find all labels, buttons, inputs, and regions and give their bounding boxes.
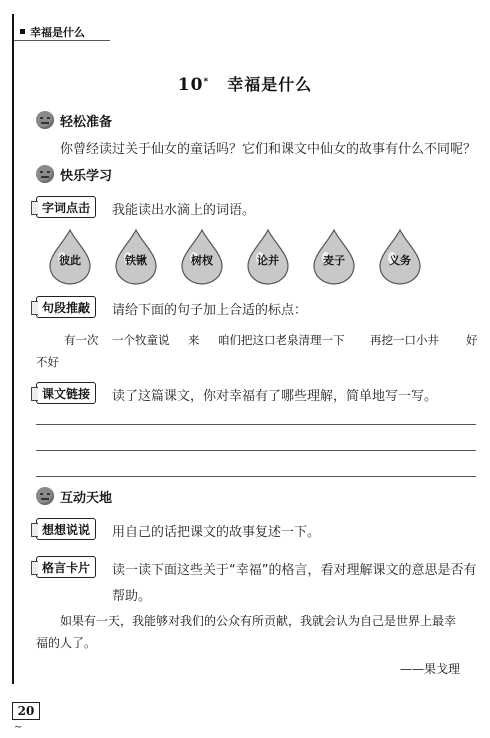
smiley-icon (36, 111, 54, 129)
tag-words: 字词点击 (36, 196, 96, 218)
page-number: 20 (12, 702, 40, 720)
section-learn (36, 164, 112, 184)
sentence-part: 一个牧童说 (112, 333, 170, 347)
quote-line2: 福的人了。 (36, 636, 97, 650)
writing-line[interactable] (36, 450, 476, 451)
section-interact (36, 486, 112, 506)
tag-punctuation: 句段推敲 (36, 296, 96, 318)
water-drop (376, 228, 424, 286)
word-drops (46, 228, 446, 288)
section-learn-label: 快乐学习 (60, 168, 113, 184)
header-rule (14, 40, 110, 41)
motto-instruction-line2: 帮助。 (112, 589, 152, 604)
words-instruction: 我能读出水滴上的词语。 (112, 203, 256, 218)
bullet-icon (20, 29, 25, 34)
water-drop (178, 228, 226, 286)
section-prep (36, 110, 112, 130)
section-interact-label: 互动天地 (60, 490, 113, 506)
sentence-part: 再挖一口小井 (370, 333, 439, 347)
section-prep-label: 轻松准备 (60, 114, 113, 130)
sentence-line2: 不好 (36, 355, 59, 369)
drop-word: 彼此 (59, 254, 81, 267)
drop-word: 论并 (257, 254, 279, 267)
writing-line[interactable] (36, 424, 476, 425)
sentence-part: 来 (188, 333, 200, 347)
ornament-icon: ~ (14, 722, 23, 733)
sentence-part: 好 (466, 333, 478, 347)
drop-word: 铁锹 (125, 254, 147, 267)
drop-word: 树杈 (191, 254, 213, 267)
punct-instruction: 请给下面的句子加上合适的标点： (112, 303, 308, 318)
tag-motto: 格言卡片 (36, 556, 96, 578)
sentence-part: 咱们把这口老泉清理一下 (218, 333, 345, 347)
water-drop (310, 228, 358, 286)
drop-word: 麦子 (323, 254, 345, 267)
tag-retell: 想想说说 (36, 518, 96, 540)
quote-line1: 如果有一天，我能够对我们的公众有所贡献，我就会认为自己是世界上最幸 (60, 614, 457, 628)
water-drop (244, 228, 292, 286)
link-instruction: 读了这篇课文，你对幸福有了哪些理解，简单地写一写。 (112, 389, 438, 404)
water-drop (112, 228, 160, 286)
writing-line[interactable] (36, 476, 476, 477)
lesson-number: 10 (177, 75, 204, 95)
lesson-title-text: 幸福是什么 (227, 75, 313, 94)
tag-text-link: 课文链接 (36, 382, 96, 404)
lesson-star: * (203, 76, 210, 87)
water-drop (46, 228, 94, 286)
retell-instruction: 用自己的话把课文的故事复述一下。 (112, 525, 321, 540)
motto-instruction-line1: 读一读下面这些关于“幸福”的格言，看对理解课文的意思是否有 (112, 563, 477, 578)
running-header-label: 幸福是什么 (30, 26, 85, 39)
margin-line (12, 14, 14, 684)
sentence-part: 有一次 (64, 333, 99, 347)
running-header (14, 22, 110, 42)
drop-word: 义务 (389, 254, 411, 267)
smiley-icon (36, 487, 54, 505)
quote-author: ——果戈理 (399, 662, 460, 676)
smiley-icon (36, 165, 54, 183)
prep-question: 你曾经读过关于仙女的童话吗？它们和课文中仙女的故事有什么不同呢？ (60, 142, 477, 157)
lesson-title (0, 72, 490, 95)
